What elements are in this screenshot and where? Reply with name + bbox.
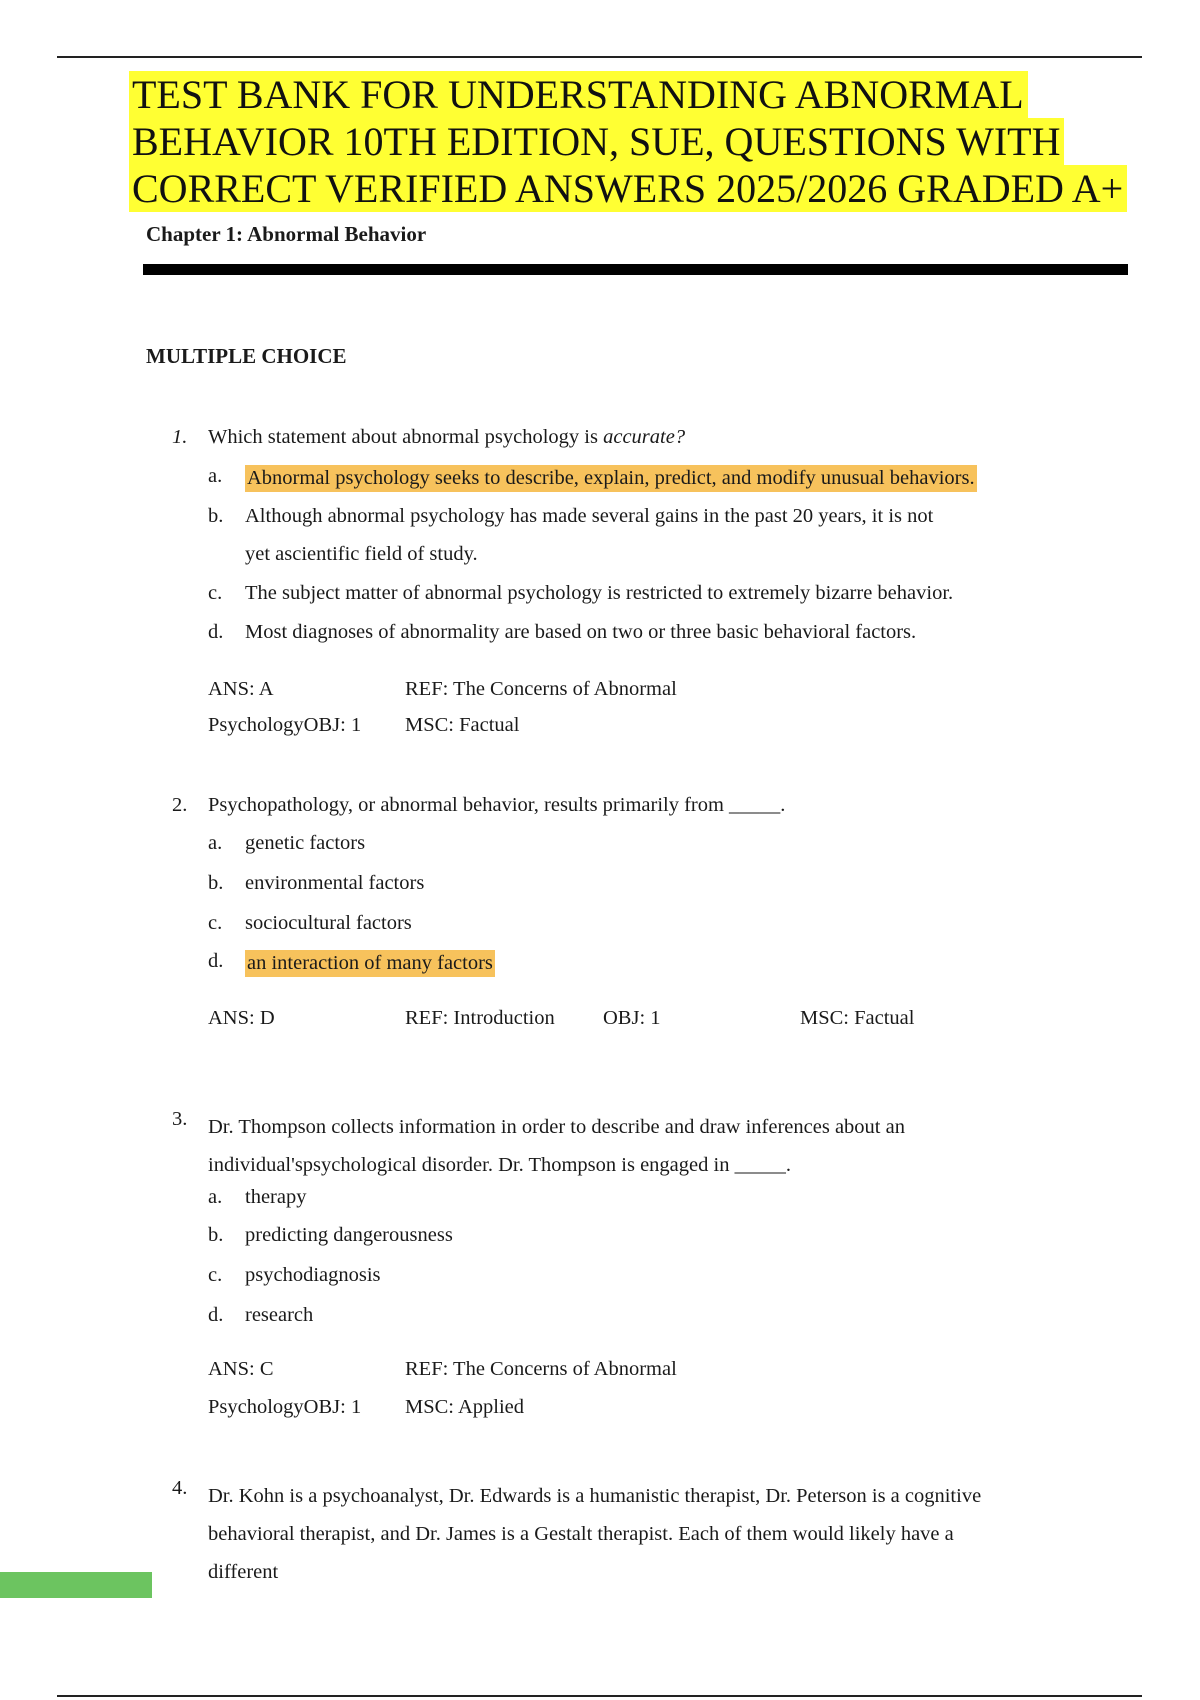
option-text: Although abnormal psychology has made several gains in the past 20 years, it is not [245, 505, 934, 527]
question-stem-line-2: individual'spsychological disorder. Dr. Thompson is engaged in _____. [208, 1154, 791, 1176]
bottom-rule [57, 1695, 1142, 1697]
option-text-correct: Abnormal psychology seeks to describe, explain, predict, and modify unusual behaviors. [245, 465, 977, 492]
option-letter: a. [208, 1186, 223, 1208]
question-stem [208, 1477, 1128, 1591]
question-number: 1. [172, 426, 188, 448]
option-letter: b. [208, 872, 224, 894]
chapter-divider [143, 264, 1128, 275]
question-stem [208, 426, 1128, 449]
option-text: sociocultural factors [245, 912, 412, 934]
title-line-3: CORRECT VERIFIED ANSWERS 2025/2026 GRADED A+ [129, 165, 1127, 212]
answer-key: ANS: A [208, 678, 274, 700]
green-tab-marker [0, 1572, 152, 1598]
option-text: Most diagnoses of abnormality are based on two or three basic behavioral factors. [245, 621, 917, 643]
reference: REF: The Concerns of Abnormal [405, 678, 677, 700]
question-stem-line-2: behavioral therapist, and Dr. James is a Gestalt therapist. Each of them would likely have a [208, 1523, 954, 1545]
option-text: The subject matter of abnormal psychology is restricted to extremely bizarre behavior. [245, 582, 954, 604]
question-stem [208, 1108, 1128, 1184]
top-rule [57, 56, 1142, 58]
option-letter: b. [208, 505, 224, 527]
option-text: psychodiagnosis [245, 1264, 381, 1286]
chapter-heading: Chapter 1: Abnormal Behavior [146, 222, 427, 246]
option-letter: b. [208, 1224, 224, 1246]
option-letter: c. [208, 582, 223, 604]
option-letter: a. [208, 832, 223, 854]
option-text-correct: an interaction of many factors [245, 950, 495, 977]
title-line-1: TEST BANK FOR UNDERSTANDING ABNORMAL [129, 71, 1028, 118]
reference: REF: Introduction [405, 1007, 555, 1029]
objective: PsychologyOBJ: 1 [208, 1396, 362, 1418]
question-stem-text: Which statement about abnormal psychology is [208, 426, 604, 448]
objective: PsychologyOBJ: 1 [208, 714, 362, 736]
question-stem-line-1: Dr. Thompson collects information in order to describe and draw inferences about an [208, 1116, 905, 1138]
option-text-continued: yet ascientific field of study. [245, 543, 478, 565]
title-line-2: BEHAVIOR 10TH EDITION, SUE, QUESTIONS WITH [129, 118, 1064, 165]
option-letter: d. [208, 1304, 224, 1326]
answer-key: ANS: D [208, 1007, 275, 1029]
question-stem-emphasis: accurate? [603, 426, 686, 448]
question-stem: Psychopathology, or abnormal behavior, results primarily from _____. [208, 794, 786, 816]
option-letter: c. [208, 912, 223, 934]
option-text: environmental factors [245, 872, 425, 894]
option-letter: c. [208, 1264, 223, 1286]
msc-type: MSC: Applied [405, 1396, 525, 1418]
reference: REF: The Concerns of Abnormal [405, 1358, 677, 1380]
document-title [129, 71, 1127, 212]
section-heading: MULTIPLE CHOICE [146, 344, 347, 368]
objective: OBJ: 1 [603, 1007, 661, 1029]
question-number: 4. [172, 1477, 188, 1499]
option-letter: a. [208, 465, 223, 487]
option-letter: d. [208, 950, 224, 972]
option-letter: d. [208, 621, 224, 643]
answer-key: ANS: C [208, 1358, 274, 1380]
question-number: 3. [172, 1108, 188, 1130]
question-number: 2. [172, 794, 188, 816]
option-text: research [245, 1304, 314, 1326]
msc-type: MSC: Factual [800, 1007, 915, 1029]
option-text: predicting dangerousness [245, 1224, 453, 1246]
option-text: therapy [245, 1186, 307, 1208]
option-text: genetic factors [245, 832, 366, 854]
question-stem-line-1: Dr. Kohn is a psychoanalyst, Dr. Edwards is a humanistic therapist, Dr. Peterson is a cognitive [208, 1485, 982, 1507]
question-stem-line-3: different [208, 1561, 279, 1583]
msc-type: MSC: Factual [405, 714, 520, 736]
